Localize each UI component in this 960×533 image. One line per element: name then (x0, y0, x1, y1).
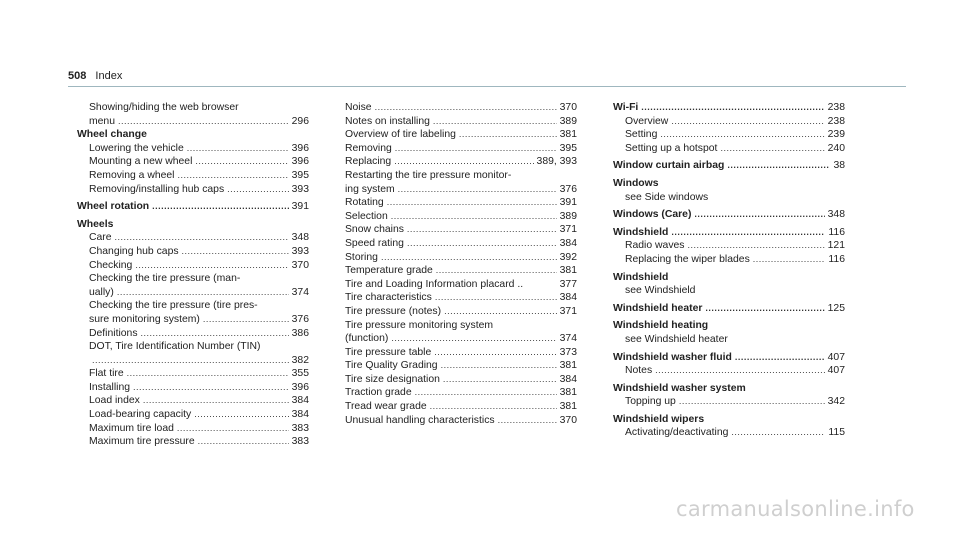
page-reference[interactable]: 348 (827, 209, 845, 221)
page-reference[interactable]: 384 (291, 409, 309, 421)
index-entry (77, 169, 309, 183)
page-reference[interactable]: 381 (559, 129, 577, 141)
index-entry (345, 386, 577, 400)
index-entry (613, 333, 845, 347)
dot-leader (398, 183, 557, 193)
entry-term: ually) (89, 286, 114, 298)
entry-term: Replacing (345, 156, 392, 168)
dot-leader (435, 291, 557, 301)
dot-leader (92, 354, 289, 364)
page-reference[interactable]: 376 (291, 313, 309, 325)
dot-leader (660, 128, 824, 138)
index-entry (77, 272, 309, 286)
index-entry (613, 101, 845, 115)
entry-term: Windshield heating (613, 320, 709, 332)
entry-term: menu (89, 115, 115, 127)
dot-leader (133, 381, 289, 391)
dot-leader (375, 101, 557, 111)
dot-leader (433, 115, 557, 125)
entry-term: Setting (625, 129, 658, 141)
page-reference[interactable]: 115 (828, 427, 845, 439)
entry-term: Maximum tire load (89, 422, 174, 434)
index-entry (613, 191, 845, 205)
entry-term: Wi-Fi (613, 102, 639, 113)
index-entry (77, 259, 309, 273)
index-entry (613, 177, 845, 191)
dot-leader (395, 142, 557, 152)
page-reference[interactable]: 240 (827, 142, 845, 154)
entry-term: Load index (89, 395, 140, 407)
index-entry (613, 128, 845, 142)
page-reference[interactable]: 296 (291, 115, 309, 127)
index-entry (345, 278, 577, 292)
index-entry (345, 196, 577, 210)
page-reference[interactable]: 396 (291, 142, 309, 154)
index-entry (613, 351, 845, 365)
entry-term: Storing (345, 251, 378, 263)
index-entry (345, 359, 577, 373)
entry-term: see Windshield (625, 285, 696, 297)
index-entry (345, 332, 577, 346)
dot-leader (127, 367, 289, 377)
entry-term: see Windshield heater (625, 333, 728, 345)
entry-term: Tire size designation (345, 373, 440, 385)
page-reference[interactable]: 348 (291, 232, 309, 244)
dot-leader (444, 305, 557, 315)
page-reference[interactable]: 381 (559, 387, 577, 399)
index-entry (613, 426, 845, 440)
index-entry (77, 327, 309, 341)
dot-leader (118, 115, 289, 125)
dot-leader (407, 223, 557, 233)
entry-term: Tire Quality Grading (345, 360, 438, 372)
page-reference[interactable]: 382 (291, 354, 309, 366)
page-reference[interactable]: 38 (833, 160, 845, 172)
dot-leader (152, 200, 289, 210)
index-entry (613, 142, 845, 156)
page-reference[interactable]: 384 (559, 373, 577, 385)
index-entry (345, 373, 577, 387)
entry-term: Lowering the vehicle (89, 142, 184, 154)
entry-term: Flat tire (89, 368, 124, 380)
page-reference[interactable]: 383 (291, 422, 309, 434)
page-reference[interactable]: 116 (828, 226, 845, 238)
dot-leader (753, 253, 826, 263)
index-entry (77, 340, 309, 354)
dot-leader (415, 386, 557, 396)
index-entry (345, 183, 577, 197)
entry-term: Checking (89, 259, 133, 271)
dot-leader (407, 237, 557, 247)
dot-leader (387, 196, 557, 206)
dot-leader (203, 313, 289, 323)
entry-term: Showing/hiding the web browser (89, 102, 239, 113)
dot-leader (430, 400, 557, 410)
index-entry (77, 299, 309, 313)
index-entry (345, 414, 577, 428)
entry-term: Removing (345, 142, 392, 154)
entry-term: Checking the tire pressure (tire pres- (89, 300, 258, 312)
dot-leader (434, 346, 556, 356)
page-reference[interactable]: 396 (291, 381, 309, 393)
index-entry (613, 115, 845, 129)
page-reference[interactable]: 370 (559, 102, 577, 113)
entry-term: Windshield washer system (613, 382, 746, 394)
index-entry (77, 155, 309, 169)
dot-leader (381, 251, 557, 261)
page-reference[interactable]: 395 (559, 142, 577, 154)
index-entry (77, 408, 309, 422)
entry-term: Tire characteristics (345, 292, 432, 304)
dot-leader (391, 332, 556, 342)
index-entry (345, 210, 577, 224)
index-entry (613, 159, 845, 173)
entry-term: Windshield (613, 226, 669, 238)
entry-term: sure monitoring system) (89, 313, 200, 325)
page-reference[interactable]: 389, 393 (536, 156, 577, 168)
entry-term: Windows (Care) (613, 209, 692, 221)
page-reference[interactable]: 374 (559, 333, 577, 345)
entry-term: Installing (89, 381, 131, 393)
page-reference[interactable]: 370 (291, 259, 309, 271)
dot-leader (227, 183, 289, 193)
dot-leader (441, 359, 557, 369)
index-entry (345, 291, 577, 305)
index-entry (345, 237, 577, 251)
page-reference[interactable]: 371 (559, 224, 577, 236)
section-title: Index (95, 70, 123, 82)
index-entry (345, 128, 577, 142)
page-reference[interactable]: 374 (291, 286, 309, 298)
entry-term: ing system (345, 183, 395, 195)
dot-leader (391, 210, 557, 220)
page-reference[interactable]: 393 (291, 183, 309, 195)
index-entry (77, 218, 309, 232)
dot-leader (177, 169, 288, 179)
page-reference[interactable]: 383 (291, 436, 309, 448)
index-column-1 (77, 101, 309, 449)
index-entry (345, 264, 577, 278)
dot-leader (141, 327, 289, 337)
index-entry (77, 245, 309, 259)
entry-term: Windshield heater (613, 302, 703, 314)
index-entry (613, 319, 845, 333)
index-entry (77, 354, 309, 368)
entry-term: see Side windows (625, 191, 709, 203)
entry-term: Unusual handling characteristics (345, 414, 495, 426)
entry-term: Rotating (345, 197, 384, 209)
entry-term: Overview of tire labeling (345, 129, 456, 141)
index-entry (77, 183, 309, 197)
dot-leader (195, 155, 288, 165)
header-divider (68, 86, 906, 87)
dot-leader (187, 142, 289, 152)
page-reference[interactable]: 381 (559, 265, 577, 277)
dot-leader (498, 414, 557, 424)
entry-term: Noise (345, 102, 372, 113)
page-reference[interactable]: 389 (559, 115, 577, 127)
dot-leader (182, 245, 289, 255)
entry-term: Wheel change (77, 129, 147, 141)
entry-term: Snow chains (345, 224, 404, 236)
dot-leader (117, 286, 289, 296)
index-entry (613, 271, 845, 285)
page-reference[interactable]: 391 (559, 197, 577, 209)
entry-term: Care (89, 232, 112, 244)
index-entry (77, 128, 309, 142)
page-reference[interactable]: 373 (559, 346, 577, 358)
entry-term: Removing a wheel (89, 169, 175, 181)
index-entry (77, 200, 309, 214)
entry-term: Tread wear grade (345, 401, 427, 413)
index-entry (77, 435, 309, 449)
index-entry (77, 101, 309, 115)
dot-leader (694, 208, 824, 218)
entry-term: Checking the tire pressure (man- (89, 273, 241, 285)
page-reference[interactable]: 125 (827, 302, 845, 314)
dot-leader (115, 231, 289, 241)
entry-term: Wheel rotation (77, 201, 150, 213)
entry-term: Traction grade (345, 387, 412, 399)
dot-leader (143, 394, 289, 404)
index-entry (77, 231, 309, 245)
entry-term: Maximum tire pressure (89, 436, 195, 448)
index-entry (77, 381, 309, 395)
dot-leader (198, 435, 289, 445)
dot-leader (720, 142, 824, 152)
page-reference[interactable]: 342 (827, 396, 845, 408)
entry-term: Tire pressure table (345, 346, 432, 358)
index-entry (613, 239, 845, 253)
dot-leader (735, 351, 825, 361)
entry-term: Replacing the wiper blades (625, 253, 750, 265)
page-reference[interactable]: 116 (828, 253, 845, 265)
index-entry (345, 169, 577, 183)
entry-term: Tire pressure monitoring system (345, 319, 494, 331)
dot-leader (177, 422, 289, 432)
entry-term: Windows (613, 177, 659, 189)
entry-term: Setting up a hotspot (625, 142, 718, 154)
page-header (68, 70, 122, 82)
page-reference[interactable]: 384 (559, 237, 577, 249)
page-reference[interactable]: 381 (559, 401, 577, 413)
entry-term: Notes on installing (345, 115, 430, 127)
index-entry (345, 251, 577, 265)
page-reference[interactable]: 386 (291, 327, 309, 339)
index-entry (613, 413, 845, 427)
index-entry (77, 367, 309, 381)
index-entry (77, 115, 309, 129)
index-entry (613, 284, 845, 298)
index-entry (345, 101, 577, 115)
entry-term: Removing/installing hub caps (89, 183, 225, 195)
dot-leader (194, 408, 288, 418)
page-reference[interactable]: 238 (827, 115, 845, 127)
index-entry (77, 313, 309, 327)
index-column-2 (345, 101, 577, 427)
entry-term: Overview (625, 115, 669, 127)
entry-term: Definitions (89, 327, 138, 339)
dot-leader (459, 128, 557, 138)
entry-term: Windshield (613, 271, 669, 283)
index-entry (613, 302, 845, 316)
entry-term: Topping up (625, 396, 676, 408)
page-reference[interactable]: 370 (559, 414, 577, 426)
page-reference[interactable]: 239 (827, 129, 845, 141)
dot-leader (671, 226, 825, 236)
page-reference[interactable]: 407 (827, 365, 845, 377)
dot-leader (671, 115, 824, 125)
index-entry (77, 286, 309, 300)
index-entry (345, 142, 577, 156)
entry-term: (function) (345, 333, 389, 345)
dot-leader (705, 302, 824, 312)
entry-term: Speed rating (345, 237, 404, 249)
entry-term: Radio waves (625, 240, 685, 252)
page-reference[interactable]: 392 (559, 251, 577, 263)
page-reference[interactable]: 121 (827, 240, 845, 252)
index-entry (613, 208, 845, 222)
index-column-3 (613, 101, 845, 440)
page-reference[interactable]: 371 (559, 305, 577, 317)
index-entry (345, 223, 577, 237)
page-reference[interactable]: 238 (827, 102, 845, 113)
page-reference[interactable]: 376 (559, 183, 577, 195)
dot-leader (688, 239, 825, 249)
index-entry (613, 364, 845, 378)
entry-term: DOT, Tire Identification Number (TIN) (89, 341, 261, 353)
page-reference[interactable]: 381 (559, 360, 577, 372)
index-entry (345, 319, 577, 333)
index-entry (345, 346, 577, 360)
entry-term: Temperature grade (345, 265, 433, 277)
page-number: 508 (68, 70, 87, 82)
page-reference[interactable]: 407 (827, 351, 845, 363)
entry-term: Window curtain airbag (613, 160, 725, 172)
index-entry (345, 305, 577, 319)
entry-term: Changing hub caps (89, 245, 179, 257)
entry-term: Activating/deactivating (625, 427, 729, 439)
entry-term: Restarting the tire pressure monitor- (345, 169, 512, 181)
watermark: carmanualsonline.info (676, 497, 915, 521)
entry-term: Selection (345, 210, 388, 222)
page-reference[interactable]: 384 (559, 292, 577, 304)
index-entry (613, 395, 845, 409)
page-reference[interactable]: 393 (291, 245, 309, 257)
entry-term: Tire and Loading Information placard .. (345, 278, 524, 290)
page-reference[interactable]: 396 (291, 156, 309, 168)
dot-leader (727, 159, 830, 169)
page-reference[interactable]: 389 (559, 210, 577, 222)
index-entry (345, 155, 577, 169)
page-reference[interactable]: 377 (559, 278, 577, 290)
entry-term: Windshield wipers (613, 413, 705, 425)
entry-term: Notes (625, 365, 653, 377)
entry-term: Load-bearing capacity (89, 409, 192, 421)
index-entry (345, 400, 577, 414)
entry-term: Mounting a new wheel (89, 156, 193, 168)
entry-term: Tire pressure (notes) (345, 305, 442, 317)
dot-leader (436, 264, 557, 274)
index-entry (613, 226, 845, 240)
index-entry (77, 422, 309, 436)
index-entry (613, 253, 845, 267)
dot-leader (641, 101, 824, 111)
page-reference[interactable]: 355 (291, 368, 309, 380)
dot-leader (394, 155, 533, 165)
dot-leader (135, 259, 288, 269)
index-entry (77, 142, 309, 156)
dot-leader (655, 364, 825, 374)
dot-leader (731, 426, 825, 436)
page-reference[interactable]: 391 (291, 201, 309, 213)
dot-leader (443, 373, 557, 383)
entry-term: Wheels (77, 218, 114, 230)
index-entry (613, 382, 845, 396)
page-reference[interactable]: 395 (291, 169, 309, 181)
index-entry (77, 394, 309, 408)
page-reference[interactable]: 384 (291, 395, 309, 407)
dot-leader (679, 395, 825, 405)
entry-term: Windshield washer fluid (613, 351, 732, 363)
index-entry (345, 115, 577, 129)
